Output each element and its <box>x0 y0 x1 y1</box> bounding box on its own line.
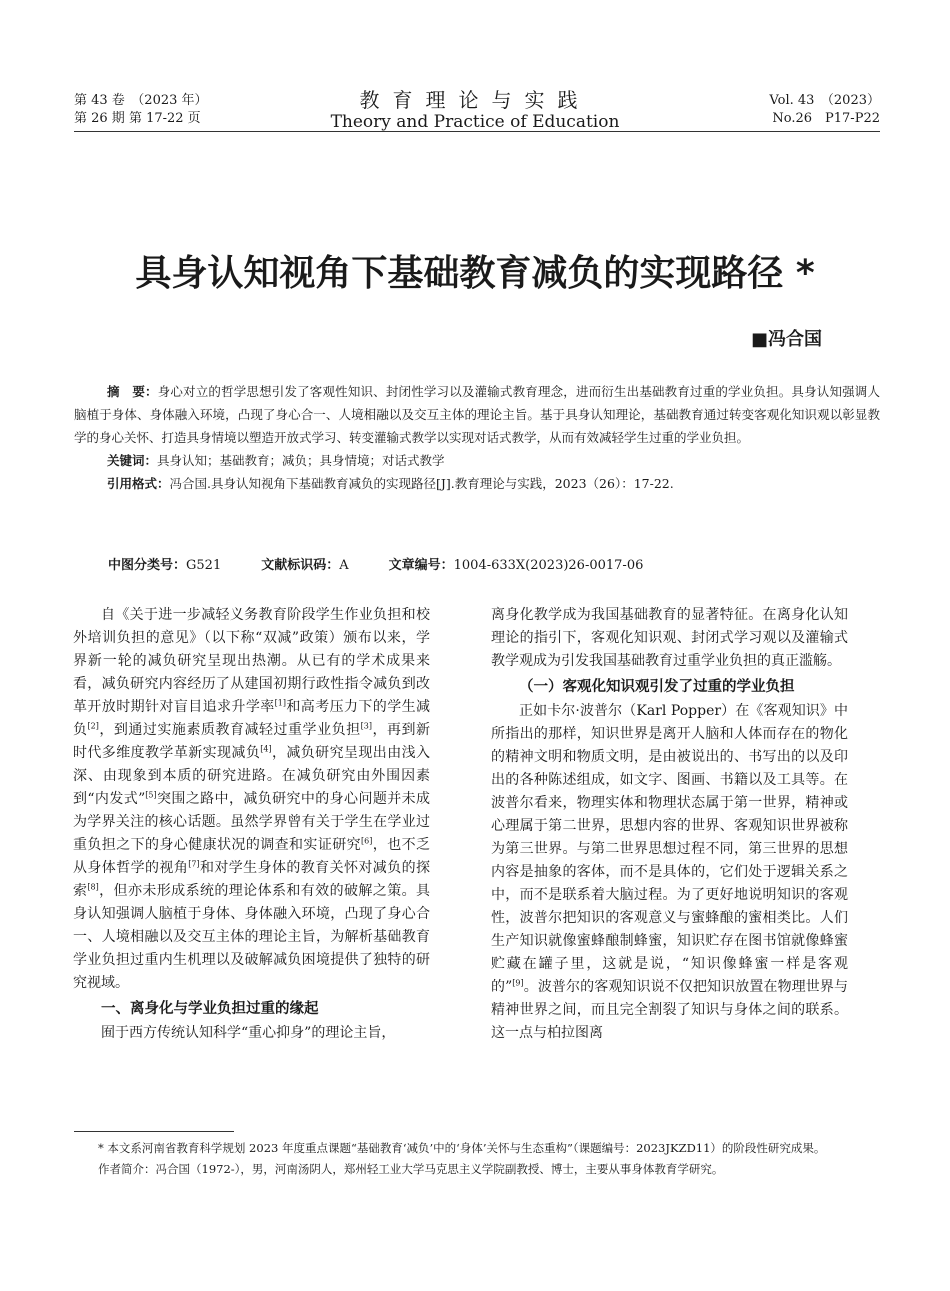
keywords <box>74 449 880 472</box>
header-divider <box>74 131 880 132</box>
abstract-block <box>74 380 880 495</box>
citation-ref[interactable]: [7] <box>188 859 200 869</box>
header-issue-pages-en: No.26 P17-P22 <box>772 111 880 126</box>
author-bio: 作者简介：冯合国（1972-），男，河南汤阴人，郑州轻工业大学马克思主义学院副教授、博士，主要从事身体教育学研究。 <box>98 1162 724 1176</box>
header-vol-year-en: Vol. 43 （2023） <box>769 93 880 108</box>
body-paragraph: 正如卡尔·波普尔（Karl Popper）在《客观知识》中所指出的那样，知识世界是离开人脑和人体而存在的物化的精神文明和物质文明，是由被说出的、书写出的以及印出的各种陈述组成，如文字、图画、书籍以及工具等。在波普尔看来，物理实体和物理状态属于第一世界，精神或心理属于第二世界，思想内容的世界、客观知识世界被称为第三世界。与第二世界思想过程不同，第三世界的思想内容是抽象的客体，而不是具体的，它们处于逻辑关系之中，而不是联系着大脑过程。为了更好地说明知识的客观性，波普尔把知识的客观意义与蜜蜂酿的蜜相类比。人们生产知识就像蜜蜂酿制蜂蜜，知识贮存在图书馆就像蜂蜜贮藏在罐子里，这就是说，“知识像蜂蜜一样是客观的”[9]。波普尔的客观知识说不仅把知识放置在物理世界与精神世界之间，而且完全割裂了知识与身体之间的联系。这一点与柏拉图离 <box>491 703 848 1041</box>
body-paragraph: 自《关于进一步减轻义务教育阶段学生作业负担和校外培训负担的意见》（以下称“双减”政策）颁布以来，学界新一轮的减负研究呈现出热潮。从已有的学术成果来看，减负研究内容经历了从建国初期行政性指令减负到改革开放时期针对盲目追求升学率[1]和高考压力下的学生减负[2]，到通过实施素质教育减轻过重学业负担[3]，再到新时代多维度教学革新实现减负[4]，减负研究呈现出由浅入深、由现象到本质的研究进路。在减负研究由外围因素到“内发式”[5]突围之路中，减负研究中的身心问题并未成为学界关注的核心话题。虽然学界曾有关于学生在学业过重负担之下的身心健康状况的调查和实证研究[6]，也不乏从身体哲学的视角[7]和对学生身体的教育关怀对减负的探索[8]，但亦未形成系统的理论体系和有效的破解之策。具身认知强调人脑植于身体、身体融入环境，凸现了身心合一、人境相融以及交互主体的理论主旨，为解析基础教育学业负担过重内生机理以及破解减负困境提供了独特的研究视域。 <box>73 607 431 991</box>
citation-ref[interactable]: [4] <box>260 744 272 754</box>
subsection-heading: （一）客观化知识观引发了过重的学业负担 <box>519 679 795 695</box>
header-vol-info-en <box>769 92 880 128</box>
citation-ref[interactable]: [5] <box>145 790 157 800</box>
journal-name-en: Theory and Practice of Education <box>330 112 620 132</box>
footnotes <box>74 1138 880 1180</box>
footnote-divider <box>74 1131 234 1132</box>
article-author: ■冯合国 <box>750 329 822 350</box>
keywords-label: 关键词： <box>107 453 158 468</box>
article-number-label: 文章编号： <box>388 558 454 573</box>
journal-name-cn: 教育理论与实践 <box>359 88 591 112</box>
body-paragraph: 囿于西方传统认知科学“重心抑身”的理论主旨， <box>101 1025 396 1041</box>
abstract-label: 摘 要： <box>107 384 158 399</box>
header-volume-year: 第 43 卷 （2023 年） <box>74 93 208 108</box>
article-number-value: 1004-633X(2023)26-0017-06 <box>453 558 644 573</box>
clc-value: G521 <box>186 558 222 573</box>
keywords-text: 具身认知；基础教育；减负；具身情境；对话式教学 <box>157 453 445 468</box>
doc-code-value: A <box>339 558 349 573</box>
article-title: 具身认知视角下基础教育减负的实现路径 * <box>135 253 815 294</box>
body-paragraph: 离身化教学成为我国基础教育的显著特征。在离身化认知理论的指引下，客观化知识观、封闭式学习观以及灌输式教学观成为引发我国基础教育过重学业负担的真正滥觞。 <box>491 607 848 669</box>
citation-text: 冯合国.具身认知视角下基础教育减负的实现路径[J].教育理论与实践，2023（26）：17-22. <box>169 476 674 491</box>
clc-label: 中图分类号： <box>108 558 187 573</box>
citation-ref[interactable]: [9] <box>512 978 524 988</box>
citation-ref[interactable]: [3] <box>360 721 372 731</box>
body-column-left <box>73 604 430 1045</box>
section-heading: 一、离身化与学业负担过重的缘起 <box>101 1001 319 1017</box>
citation-ref[interactable]: [8] <box>87 882 99 892</box>
header-issue-pages: 第 26 期 第 17-22 页 <box>74 111 201 126</box>
classification-line <box>108 556 643 576</box>
abstract-text: 身心对立的哲学思想引发了客观性知识、封闭性学习以及灌输式教育理念，进而衍生出基础教育过重的学业负担。具身认知强调人脑植于身体、身体融入环境，凸现了身心合一、人境相融以及交互主体的理论主旨。基于具身认知理论，基础教育通过转变客观化知识观以彰显教学的身心关怀、打造具身情境以塑造开放式学习、转变灌输式教学以实现对话式教学，从而有效减轻学生过重的学业负担。 <box>74 384 880 445</box>
body-column-right <box>491 604 848 1045</box>
funding-note: * 本文系河南省教育科学规划 2023 年度重点课题“基础教育‘减负’中的‘身体’关怀与生态重构”（课题编号：2023JKZD11）的阶段性研究成果。 <box>98 1141 826 1155</box>
citation-ref[interactable]: [1] <box>274 698 286 708</box>
citation-label: 引用格式： <box>107 476 170 491</box>
doc-code-label: 文献标识码： <box>261 558 340 573</box>
citation <box>74 472 880 495</box>
abstract <box>74 380 880 449</box>
citation-ref[interactable]: [6] <box>361 836 373 846</box>
citation-ref[interactable]: [2] <box>87 721 99 731</box>
